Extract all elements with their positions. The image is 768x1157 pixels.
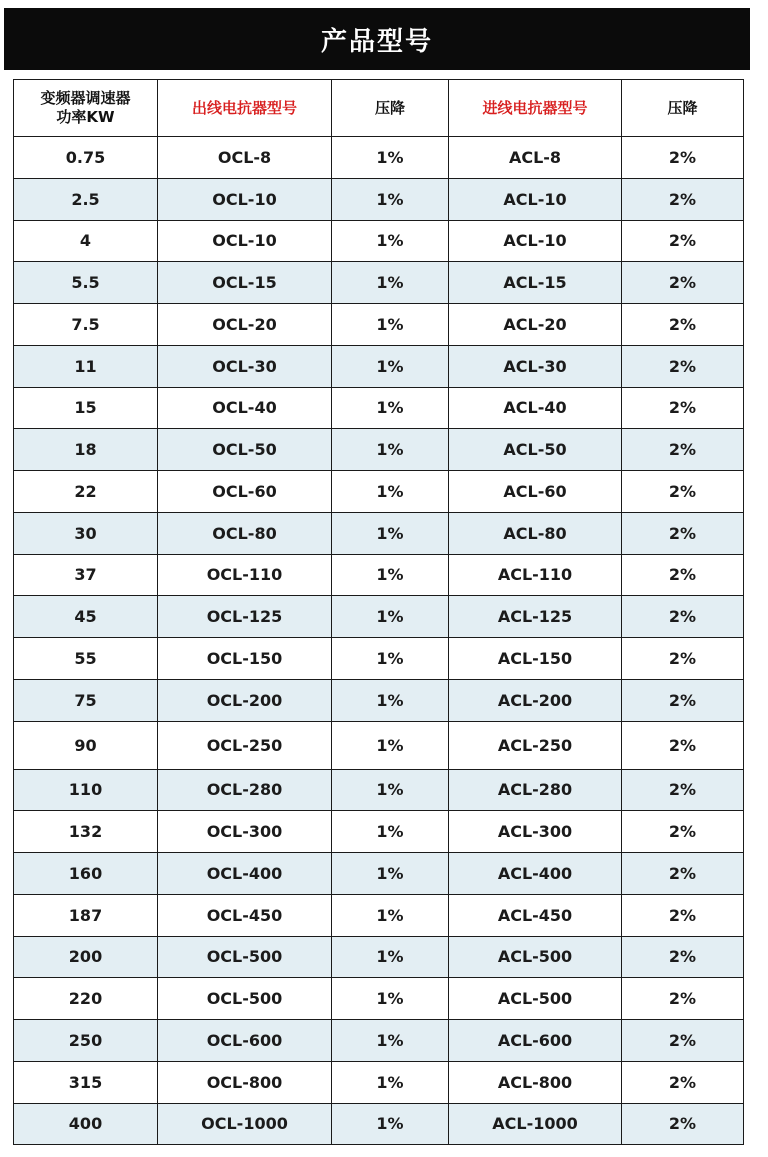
table-row	[14, 304, 744, 346]
table-row	[14, 1020, 744, 1062]
cell-input-model: ACL-15	[449, 262, 622, 304]
cell-power: 37	[14, 554, 158, 596]
cell-output-model: OCL-10	[158, 220, 332, 262]
cell-output-drop: 1%	[332, 978, 449, 1020]
table-row	[14, 1103, 744, 1145]
cell-output-drop: 1%	[332, 429, 449, 471]
cell-input-drop: 2%	[622, 304, 744, 346]
cell-power: 220	[14, 978, 158, 1020]
cell-input-drop: 2%	[622, 679, 744, 721]
cell-output-model: OCL-200	[158, 679, 332, 721]
cell-input-model: ACL-110	[449, 554, 622, 596]
cell-output-drop: 1%	[332, 220, 449, 262]
cell-output-model: OCL-30	[158, 345, 332, 387]
cell-power: 160	[14, 853, 158, 895]
table-row	[14, 894, 744, 936]
table-row	[14, 220, 744, 262]
cell-power: 4	[14, 220, 158, 262]
cell-input-model: ACL-1000	[449, 1103, 622, 1145]
cell-output-model: OCL-10	[158, 178, 332, 220]
cell-power: 0.75	[14, 137, 158, 179]
cell-power: 30	[14, 512, 158, 554]
table-row	[14, 429, 744, 471]
cell-output-drop: 1%	[332, 596, 449, 638]
cell-output-model: OCL-500	[158, 936, 332, 978]
cell-power: 18	[14, 429, 158, 471]
cell-output-drop: 1%	[332, 1020, 449, 1062]
cell-output-drop: 1%	[332, 936, 449, 978]
cell-power: 400	[14, 1103, 158, 1145]
cell-output-drop: 1%	[332, 345, 449, 387]
cell-power: 55	[14, 638, 158, 680]
cell-output-model: OCL-50	[158, 429, 332, 471]
cell-power: 5.5	[14, 262, 158, 304]
table-row	[14, 769, 744, 811]
cell-input-drop: 2%	[622, 554, 744, 596]
cell-output-model: OCL-800	[158, 1061, 332, 1103]
cell-input-model: ACL-50	[449, 429, 622, 471]
table-row	[14, 178, 744, 220]
header-power-line1: 变频器调速器	[40, 89, 131, 107]
table-row	[14, 345, 744, 387]
cell-power: 187	[14, 894, 158, 936]
cell-input-drop: 2%	[622, 387, 744, 429]
cell-output-model: OCL-80	[158, 512, 332, 554]
cell-output-drop: 1%	[332, 1061, 449, 1103]
cell-output-drop: 1%	[332, 679, 449, 721]
header-power-line2: 功率KW	[56, 108, 115, 126]
cell-output-drop: 1%	[332, 178, 449, 220]
cell-input-drop: 2%	[622, 721, 744, 769]
cell-input-model: ACL-400	[449, 853, 622, 895]
header-output-drop: 压降	[332, 80, 449, 137]
cell-output-model: OCL-8	[158, 137, 332, 179]
cell-input-model: ACL-280	[449, 769, 622, 811]
table-row	[14, 512, 744, 554]
cell-output-model: OCL-125	[158, 596, 332, 638]
cell-power: 7.5	[14, 304, 158, 346]
table-row	[14, 137, 744, 179]
cell-input-drop: 2%	[622, 178, 744, 220]
cell-output-model: OCL-280	[158, 769, 332, 811]
cell-output-drop: 1%	[332, 853, 449, 895]
cell-output-model: OCL-400	[158, 853, 332, 895]
cell-input-model: ACL-300	[449, 811, 622, 853]
table-header-row	[14, 80, 744, 137]
cell-input-model: ACL-20	[449, 304, 622, 346]
cell-power: 11	[14, 345, 158, 387]
cell-output-drop: 1%	[332, 554, 449, 596]
cell-input-drop: 2%	[622, 811, 744, 853]
cell-power: 45	[14, 596, 158, 638]
cell-output-drop: 1%	[332, 769, 449, 811]
header-output-model: 出线电抗器型号	[158, 80, 332, 137]
cell-power: 90	[14, 721, 158, 769]
cell-output-drop: 1%	[332, 512, 449, 554]
cell-input-drop: 2%	[622, 1020, 744, 1062]
cell-input-model: ACL-80	[449, 512, 622, 554]
cell-output-drop: 1%	[332, 1103, 449, 1145]
cell-output-model: OCL-600	[158, 1020, 332, 1062]
cell-input-model: ACL-200	[449, 679, 622, 721]
cell-input-model: ACL-800	[449, 1061, 622, 1103]
cell-output-drop: 1%	[332, 894, 449, 936]
cell-input-drop: 2%	[622, 471, 744, 513]
cell-power: 110	[14, 769, 158, 811]
cell-input-drop: 2%	[622, 345, 744, 387]
cell-input-drop: 2%	[622, 638, 744, 680]
table-row	[14, 853, 744, 895]
cell-input-model: ACL-30	[449, 345, 622, 387]
page-title: 产品型号	[320, 26, 433, 57]
cell-input-drop: 2%	[622, 1061, 744, 1103]
cell-input-drop: 2%	[622, 769, 744, 811]
cell-output-drop: 1%	[332, 721, 449, 769]
cell-output-drop: 1%	[332, 811, 449, 853]
cell-output-model: OCL-20	[158, 304, 332, 346]
table-row	[14, 936, 744, 978]
cell-input-model: ACL-125	[449, 596, 622, 638]
cell-input-model: ACL-8	[449, 137, 622, 179]
product-model-table	[13, 79, 744, 1145]
table-row	[14, 721, 744, 769]
cell-input-drop: 2%	[622, 596, 744, 638]
cell-output-model: OCL-110	[158, 554, 332, 596]
cell-output-model: OCL-15	[158, 262, 332, 304]
cell-input-model: ACL-600	[449, 1020, 622, 1062]
header-input-drop: 压降	[622, 80, 744, 137]
table-row	[14, 596, 744, 638]
cell-power: 250	[14, 1020, 158, 1062]
cell-input-drop: 2%	[622, 894, 744, 936]
cell-input-model: ACL-150	[449, 638, 622, 680]
cell-input-drop: 2%	[622, 978, 744, 1020]
cell-output-model: OCL-450	[158, 894, 332, 936]
cell-input-drop: 2%	[622, 137, 744, 179]
cell-output-model: OCL-300	[158, 811, 332, 853]
cell-input-model: ACL-250	[449, 721, 622, 769]
table-row	[14, 978, 744, 1020]
cell-output-drop: 1%	[332, 387, 449, 429]
cell-output-drop: 1%	[332, 638, 449, 680]
cell-input-drop: 2%	[622, 853, 744, 895]
cell-input-model: ACL-40	[449, 387, 622, 429]
cell-input-model: ACL-10	[449, 220, 622, 262]
cell-power: 200	[14, 936, 158, 978]
cell-input-drop: 2%	[622, 1103, 744, 1145]
table-row	[14, 387, 744, 429]
cell-input-drop: 2%	[622, 512, 744, 554]
cell-power: 22	[14, 471, 158, 513]
cell-output-drop: 1%	[332, 137, 449, 179]
table-row	[14, 262, 744, 304]
table-row	[14, 471, 744, 513]
cell-input-model: ACL-450	[449, 894, 622, 936]
cell-power: 2.5	[14, 178, 158, 220]
cell-input-drop: 2%	[622, 429, 744, 471]
table-body	[14, 137, 744, 1145]
cell-output-model: OCL-60	[158, 471, 332, 513]
cell-output-model: OCL-40	[158, 387, 332, 429]
cell-output-drop: 1%	[332, 304, 449, 346]
table-row	[14, 679, 744, 721]
cell-input-drop: 2%	[622, 220, 744, 262]
title-bar	[4, 8, 750, 70]
table-row	[14, 1061, 744, 1103]
cell-input-drop: 2%	[622, 262, 744, 304]
cell-power: 132	[14, 811, 158, 853]
cell-input-model: ACL-500	[449, 978, 622, 1020]
cell-output-model: OCL-150	[158, 638, 332, 680]
table-row	[14, 811, 744, 853]
cell-output-model: OCL-250	[158, 721, 332, 769]
cell-output-model: OCL-500	[158, 978, 332, 1020]
cell-power: 15	[14, 387, 158, 429]
cell-output-drop: 1%	[332, 262, 449, 304]
cell-input-model: ACL-500	[449, 936, 622, 978]
cell-output-model: OCL-1000	[158, 1103, 332, 1145]
header-power	[14, 80, 158, 137]
cell-output-drop: 1%	[332, 471, 449, 513]
cell-input-model: ACL-10	[449, 178, 622, 220]
cell-input-drop: 2%	[622, 936, 744, 978]
header-input-model: 进线电抗器型号	[449, 80, 622, 137]
cell-power: 75	[14, 679, 158, 721]
cell-power: 315	[14, 1061, 158, 1103]
cell-input-model: ACL-60	[449, 471, 622, 513]
table-row	[14, 554, 744, 596]
table-row	[14, 638, 744, 680]
